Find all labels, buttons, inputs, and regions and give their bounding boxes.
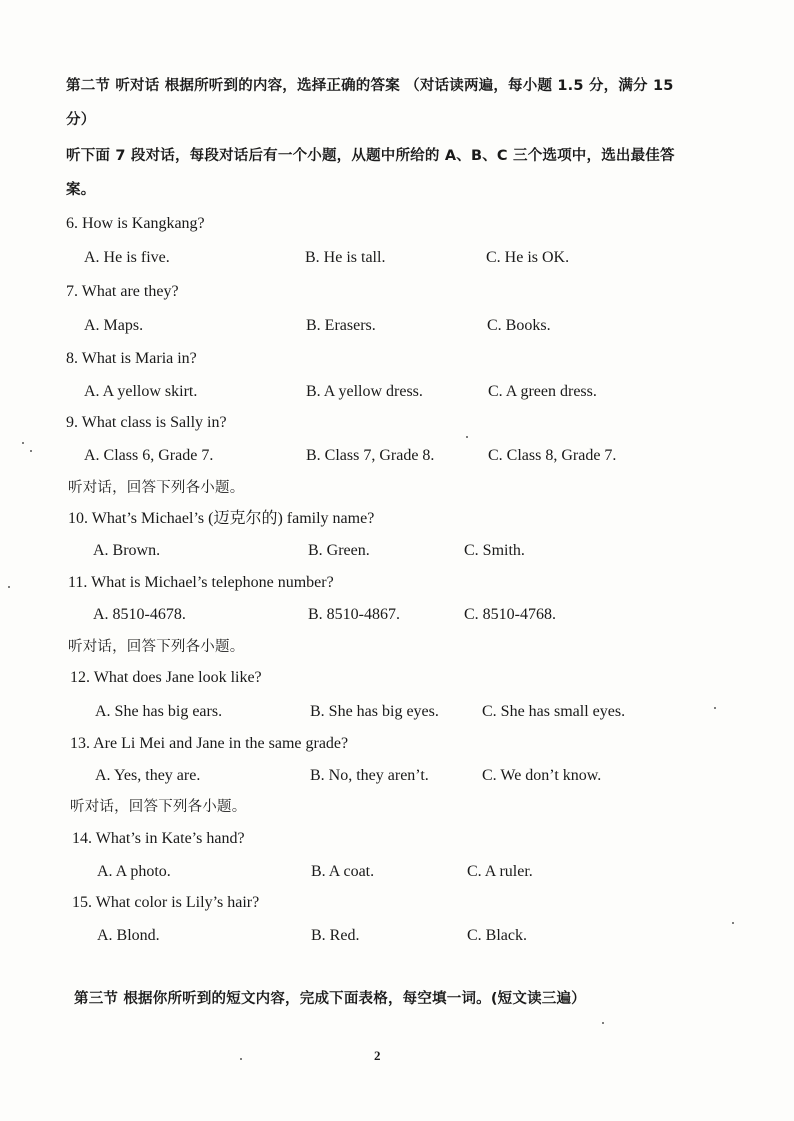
q14-option-b: B. A coat. xyxy=(311,863,375,880)
section2-instruction-cont: 案。 xyxy=(66,182,96,198)
group-note-1: 听对话，回答下列各小题。 xyxy=(68,480,245,496)
q8-option-c: C. A green dress. xyxy=(488,383,597,400)
q9-option-b: B. Class 7, Grade 8. xyxy=(306,447,435,464)
scan-speck xyxy=(22,442,24,444)
q7-option-a: A. Maps. xyxy=(84,317,144,334)
question-8: 8. What is Maria in? xyxy=(66,350,197,367)
q9-option-a: A. Class 6, Grade 7. xyxy=(84,447,214,464)
q11-option-a: A. 8510-4678. xyxy=(93,606,186,623)
scan-speck xyxy=(602,1022,604,1024)
scan-speck xyxy=(732,922,734,924)
question-13: 13. Are Li Mei and Jane in the same grade? xyxy=(70,735,349,752)
q6-option-a: A. He is five. xyxy=(84,249,170,266)
section2-heading-cont: 分） xyxy=(66,112,96,128)
question-11: 11. What is Michael’s telephone number? xyxy=(68,574,334,591)
question-14: 14. What’s in Kate’s hand? xyxy=(72,830,245,847)
question-10: 10. What’s Michael’s (迈克尔的) family name? xyxy=(68,510,375,527)
q12-option-b: B. She has big eyes. xyxy=(310,703,439,720)
q13-option-b: B. No, they aren’t. xyxy=(310,767,429,784)
question-6: 6. How is Kangkang? xyxy=(66,215,205,232)
q8-option-b: B. A yellow dress. xyxy=(306,383,423,400)
q11-option-c: C. 8510-4768. xyxy=(464,606,556,623)
section2-instruction: 听下面 7 段对话，每段对话后有一个小题，从题中所给的 A、B、C 三个选项中，选出最佳答 xyxy=(66,148,675,164)
q14-option-a: A. A photo. xyxy=(97,863,171,880)
group-note-2: 听对话，回答下列各小题。 xyxy=(68,639,245,655)
q13-option-a: A. Yes, they are. xyxy=(95,767,201,784)
q15-option-a: A. Blond. xyxy=(97,927,160,944)
q6-option-b: B. He is tall. xyxy=(305,249,386,266)
q7-option-b: B. Erasers. xyxy=(306,317,376,334)
q14-option-c: C. A ruler. xyxy=(467,863,533,880)
q15-option-c: C. Black. xyxy=(467,927,527,944)
page-number: 2 xyxy=(374,1048,381,1063)
group-note-3: 听对话，回答下列各小题。 xyxy=(70,799,247,815)
q15-option-b: B. Red. xyxy=(311,927,360,944)
q12-option-c: C. She has small eyes. xyxy=(482,703,626,720)
scan-speck xyxy=(8,586,10,588)
q11-option-b: B. 8510-4867. xyxy=(308,606,400,623)
scan-speck xyxy=(714,707,716,709)
q12-option-a: A. She has big ears. xyxy=(95,703,223,720)
q10-option-b: B. Green. xyxy=(308,542,370,559)
section3-heading: 第三节 根据你所听到的短文内容，完成下面表格，每空填一词。(短文读三遍） xyxy=(74,991,586,1007)
question-9: 9. What class is Sally in? xyxy=(66,414,227,431)
q7-option-c: C. Books. xyxy=(487,317,551,334)
question-15: 15. What color is Lily’s hair? xyxy=(72,894,260,911)
section2-heading: 第二节 听对话 根据所听到的内容，选择正确的答案 （对话读两遍，每小题 1.5 分，满分 15 xyxy=(66,78,674,94)
q9-option-c: C. Class 8, Grade 7. xyxy=(488,447,617,464)
q10-option-c: C. Smith. xyxy=(464,542,525,559)
question-7: 7. What are they? xyxy=(66,283,179,300)
q8-option-a: A. A yellow skirt. xyxy=(84,383,198,400)
q10-option-a: A. Brown. xyxy=(93,542,161,559)
q6-option-c: C. He is OK. xyxy=(486,249,570,266)
scan-speck xyxy=(30,450,32,452)
question-12: 12. What does Jane look like? xyxy=(70,669,262,686)
scan-speck xyxy=(240,1058,242,1060)
scan-speck xyxy=(466,436,468,438)
q13-option-c: C. We don’t know. xyxy=(482,767,602,784)
